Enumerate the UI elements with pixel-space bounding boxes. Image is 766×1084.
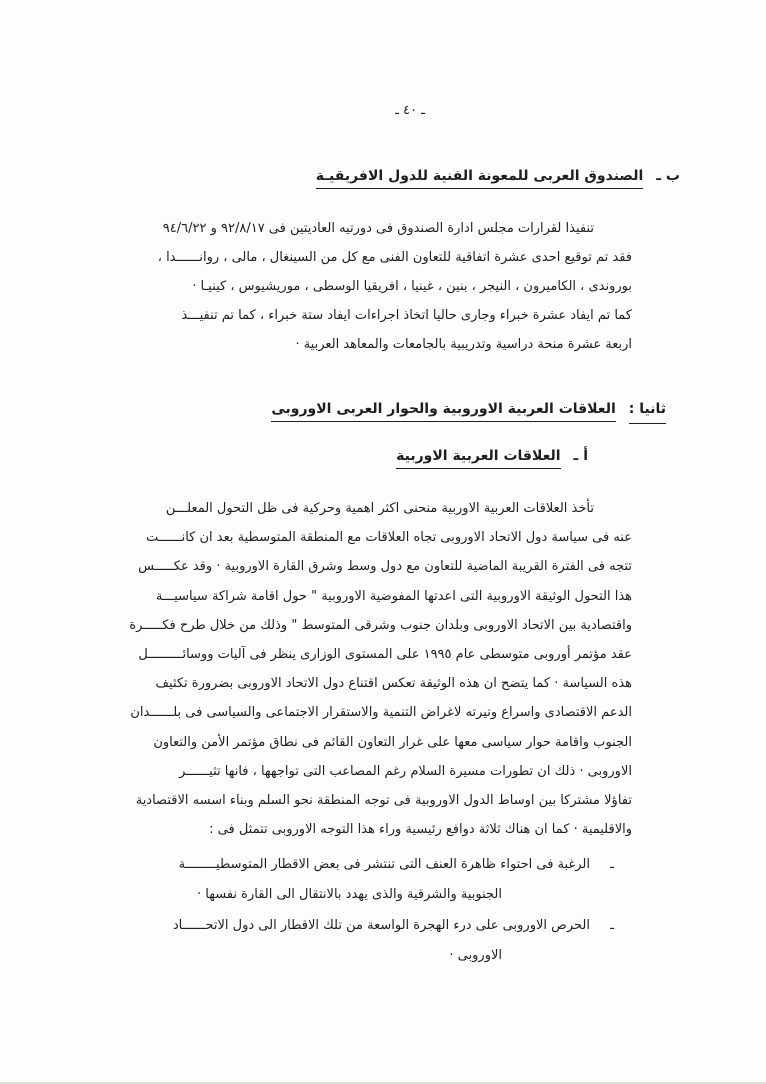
paragraph-line: اربعة عشرة منحة دراسية وتدريبية بالجامعات والمعاهد العربية · [295,337,632,352]
paragraph-line: الجنوب واقامة حوار سياسى معها على غرار التعاون القائم فى نطاق مؤتمر الأمن والتعاون [153,734,632,750]
paragraph-line: واقتصادية بين الاتحاد الاوروبى وبلدان جنوب وشرقى المتوسط " وذلك من خلال طرح فكـــــرة [129,617,632,633]
bullet-line: الرغبة فى احتواء ظاهرة العنف التى تنتشر فى بعض الاقطار المتوسطيــــــــة [178,857,590,872]
paragraph-line: تتجه فى الفترة القريبة الماضية للتعاون مع دول وسط وشرق القارة الاوروبية · وقد عكـــــس [138,559,632,575]
paragraph-line: كما تم ايفاد عشرة خبراء وجارى حاليا اتخاذ اجراءات ايفاد ستة خبراء ، كما تم تنفيـــذ [181,308,632,323]
paragraph-line: تأخذ العلاقات العربية الاوربية منحنى اكثر اهمية وحركية فى ظل التحول المعلـــن [165,501,594,516]
bullet-item [114,911,614,971]
paragraph-line: هذا التحول الوثيقة الاوروبية التى اعدتها المفوضية الاوروبية " حول اقامة شراكة سياسيـــة [155,588,632,604]
paragraph-line: عنه فى سياسة دول الاتحاد الاوروبى تجاه العلاقات مع المنطقة المتوسطية بعد ان كانــــــت [145,530,632,546]
paragraph-line: والاقليمية · كما ان هناك ثلاثة دوافع رئيسية وراء هذا التوجه الاوروبى تتمثل فى : [209,822,632,838]
bullet-dash-icon: ـ [610,857,614,872]
section-b-heading-label: ب ـ [656,168,680,184]
section-b-paragraph [100,214,632,359]
section-two-heading-label: ثانيا : [629,401,666,424]
bullet-line: الجنوبية والشرقية والذى يهدد بالانتقال الى القارة نفسها · [197,887,502,902]
paragraph-line: هذه السياسة · كما يتضح ان هذه الوثيقة تعكس اقتناع دول الاتحاد الاوروبى بضرورة تكثيف [155,676,632,692]
bullet-dash-icon: ـ [610,918,614,933]
bullet-line: الاوروبى · [449,948,502,963]
subsection-a-heading-title: العلاقات العربية الاوربية [396,448,560,469]
subsection-a-paragraph [100,494,632,844]
bullet-line: الحرص الاوروبى على درء الهجرة الواسعة من تلك الاقطار الى دول الاتحــــــاد [172,918,590,933]
paragraph-line: تفاؤلا مشتركا بين اوساط الدول الاوروبية فى توجه المنطقة نحو السلم وبناء اسسه الاقتصادية [135,793,632,809]
paragraph-line: الدعم الاقتصادى واسراع وتيرته لاغراض التنمية والاستقرار الاجتماعى والسياسى فى بلــــــدان [130,705,632,721]
subsection-a-heading-label: أ ـ [573,448,588,464]
bullet-item [114,850,614,910]
page-number: ـ ٤٠ ـ [395,103,425,118]
paragraph-line: فقد تم توقيع احدى عشرة اتفاقية للتعاون الفنى مع كل من السينغال ، مالى ، روانــــــدا ، [157,250,632,265]
paragraph-line: بوروندى ، الكاميرون ، النيجر ، بنين ، غينيا ، افريقيا الوسطى ، موريشيوس ، كينيـا · [192,279,632,294]
paragraph-line: الاوروبى · ذلك ان تطورات مسيرة السلام رغم المصاعب التى تواجهها ، فانها تثيــــــر [179,763,632,779]
section-b-heading [316,168,680,189]
paragraph-line: عقد مؤتمر أوروبى متوسطى عام ١٩٩٥ على المستوى الوزارى ينظر فى آليات ووسائـــــــــل [138,647,632,663]
section-two-heading [271,401,666,424]
section-two-heading-title: العلاقات العربية الاوروبية والحوار العربى الاوروبى [271,401,615,422]
subsection-a-heading [396,448,588,469]
paragraph-line: تنفيذا لقرارات مجلس ادارة الصندوق فى دورتيه العاديتين فى ٩٢/٨/١٧ و ٩٤/٦/٢٢ [162,221,594,236]
section-b-heading-title: الصندوق العربى للمعونة الفنية للدول الافريقيـة [316,168,644,189]
